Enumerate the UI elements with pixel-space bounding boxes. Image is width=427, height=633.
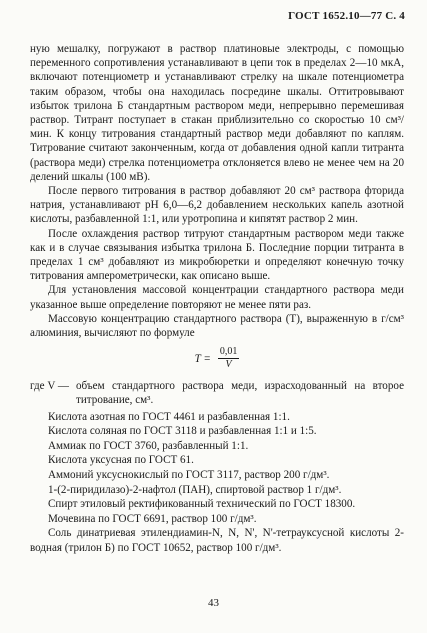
reagent-item: Кислота уксусная по ГОСТ 61. [48,454,194,467]
paragraph-after-cooling: После охлаждения раствор титруют стандартным раствором меди также как и в случае связывания избытка трилона Б. Последние порции титранта в пределах 1 см³ добавляют из микробюретки и определяют конечную точку титрования амперометрически, как описано выше. [30,227,404,283]
formula-denominator: V [225,359,232,371]
formula-lhs: T = [194,352,211,365]
page-header: ГОСТ 1652.10—77 С. 4 [288,10,405,22]
formula-numerator: 0,01 [219,346,238,358]
reagent-item: Аммоний уксуснокислый по ГОСТ 3117, раствор 200 г/дм³. [48,469,330,482]
formula-fraction [218,346,240,371]
reagent-item: Кислота соляная по ГОСТ 3118 и разбавленная 1:1 и 1:5. [48,425,317,438]
reagent-item: Соль динатриевая этилендиамин-N, N, N', N'-тетрауксусной кислоты 2-водная (трилон Б) по ГОСТ 10652, раствор 100 г/дм³. [30,527,404,555]
formula-legend-text: объем стандартного раствора меди, израсходованный на второе титрование, см³. [76,380,404,407]
reagent-item: Кислота азотная по ГОСТ 4461 и разбавленная 1:1. [48,410,290,423]
reagent-item: 1-(2-пиридилазо)-2-нафтол (ПАН), спиртовой раствор 1 г/дм³. [48,483,342,496]
formula-legend-label: где V — [30,380,70,393]
reagent-item: Мочевина по ГОСТ 6691, раствор 100 г/дм³. [48,512,257,525]
paragraph-continuation: ную мешалку, погружают в раствор платиновые электроды, с помощью переменного сопротивления устанавливают в цепи ток в пределах 2—10 мкА, включают потенциометр и устанавливают стрелку на шкале потенциометра таким образом, чтобы она находилась посредине шкалы. Оттитровывают избыток трилона Б стандартным раствором меди, непрерывно перемешивая раствор. Титрант поступает в стакан приблизительно со скоростью 10 см³/мин. К концу титрования стандартный раствор меди добавляют по каплям. Титрование считают законченным, когда от добавления одной капли титранта (раствора меди) стрелка потенциометра отклоняется влево не менее чем на 20 делений шкалы (100 мВ). [30,43,404,183]
page-body [30,42,404,556]
paragraph-repeat: Для установления массовой концентрации стандартного раствора меди указанное выше определение повторяют не менее пяти раз. [30,284,404,311]
reagents-list [30,410,404,556]
concentration-formula [30,346,404,371]
reagent-item: Аммиак по ГОСТ 3760, разбавленный 1:1. [48,439,249,452]
paragraph-second-titration: После первого титрования в раствор добавляют 20 см³ раствора фторида натрия, устанавливают pH 6,0—6,2 добавлением нескольких капель азотной кислоты, разбавленной 1:1, или уротропина и кипятят раствор 2 мин. [30,185,404,226]
page-number: 43 [208,597,219,609]
paragraph-formula-intro: Массовую концентрацию стандартного раствора (T), выраженную в г/см³ алюминия, вычисляют по формуле [30,312,404,340]
formula-legend [30,379,404,407]
reagent-item: Спирт этиловый ректификованный технический по ГОСТ 18300. [48,498,356,511]
